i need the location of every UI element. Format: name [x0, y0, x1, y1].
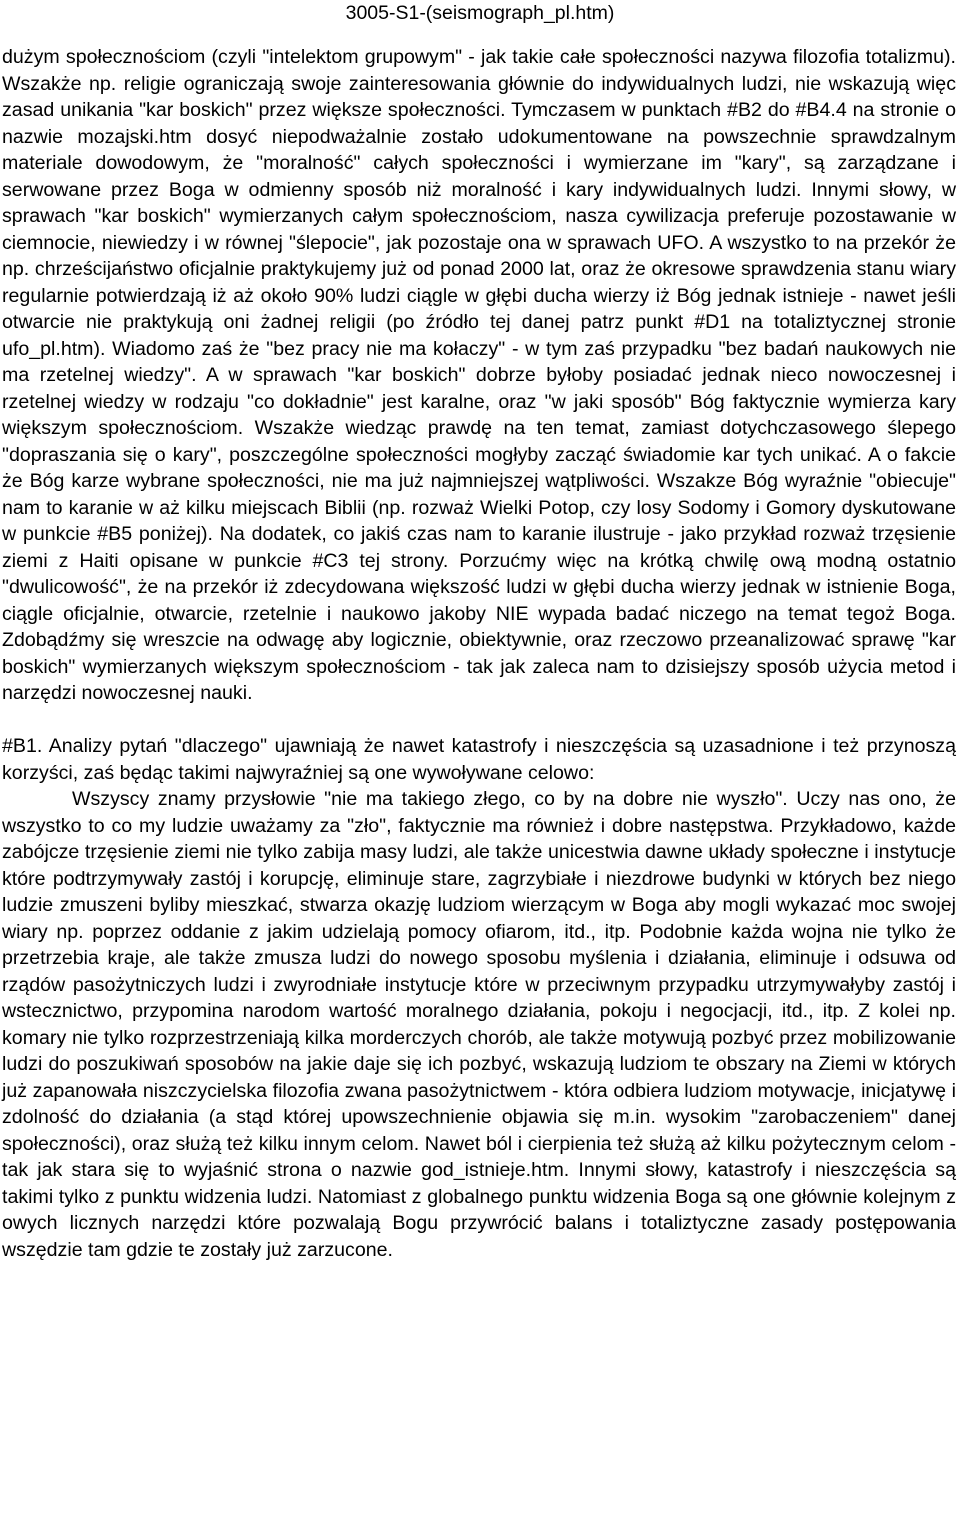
section-heading-b1: #B1. Analizy pytań "dlaczego" ujawniają że nawet katastrofy i nieszczęścia są uzasadnione i też przynoszą korzyści, zaś będąc takimi najwyraźniej są one wywoływane celowo: [2, 735, 956, 784]
running-header: 3005-S1-(seismograph_pl.htm) [345, 2, 615, 24]
paragraph-intro: dużym społecznościom (czyli "intelektom grupowym" - jak takie całe społeczności nazywa filozofia totalizmu). Wszakże np. religie ograniczają swoje zainteresowania głównie do indywidualnych ludzi, nie wskazują więc zasad unikania "kar boskich" przez większe społeczności. Tymczasem w punktach #B2 do #B4.4 na stronie o nazwie mozajski.htm dosyć niepodważalnie zostało udokumentowane na powszechnie sprawdzalnym materiale dowodowym, że "moralność" całych społeczności i wymierzane im "kary", są zarządzane i serwowane przez Boga w odmienny sposób niż moralność i kary indywidualnych ludzi. Innymi słowy, w sprawach "kar boskich" wymierzanych całym społecznościom, nasza cywilizacja preferuje pozostawanie w ciemnocie, niewiedzy i w równej "ślepocie", jak pozostaje ona w sprawach UFO. A wszystko to na przekór że np. chrześcijaństwo oficjalnie praktykujemy już od ponad 2000 lat, oraz że okresowe sprawdzenia stanu wiary regularnie potwierdzają iż aż około 90% ludzi ciągle w głębi ducha wierzy iż Bóg jednak istnieje - nawet jeśli otwarcie nie praktykują oni żadnej religii (po źródło tej danej patrz punkt #D1 na totaliztycznej stronie ufo_pl.htm). Wiadomo zaś że "bez pracy nie ma kołaczy" - w tym zaś przypadku "bez badań naukowych nie ma rzetelnej wiedzy". A w sprawach "kar boskich" dobrze byłoby posiadać jednak nieco nowoczesnej i rzetelnej wiedzy w rodzaju "co dokładnie" jest karalne, oraz "w jaki sposób" Bóg faktycznie wymierza kary większym społecznościom. Wszakże wiedząc prawdę na ten temat, zamiast dotychczasowego ślepego "dopraszania się o kary", poszczególne społeczności mogłyby zacząć świadomie kar tych unikać. A o fakcie że Bóg karze wybrane społeczności, nie ma już najmniejszej wątpliwości. Wszakze Bóg wyraźnie "obiecuje" nam to karanie w aż kilku miejscach Biblii (np. rozważ Wielki Potop, czy losy Sodomy i Gomory dyskutowane w punkcie #B5 poniżej). Na dodatek, co jakiś czas nam to karanie ilustruje - jako przykład rozważ trzęsienie ziemi z Haiti opisane w punkcie #C3 tej strony. Porzućmy więc na krótką chwilę ową modną ostatnio "dwulicowość", że na przekór iż zdecydowana większość ludzi w głębi ducha wierzy jednak w istnienie Boga, ciągle oficjalnie, otwarcie, rzetelnie i naukowo jakoby NIE wypada badać niczego na temat tegoż Boga. Zdobądźmy się wreszcie na odwagę aby logicznie, obiektywnie, oraz rzeczowo przeanalizować sprawę "kar boskich" wymierzanych większym społecznościom - tak jak zaleca nam to dzisiejszy sposób użycia metod i narzędzi nowoczesnej nauki. [2, 46, 956, 704]
paragraph-b1-body: Wszyscy znamy przysłowie "nie ma takiego złego, co by na dobre nie wyszło". Uczy nas ono, że wszystko to co my ludzie uważamy za "zło", faktycznie ma również i dobre następstwa. Przykładowo, każde zabójcze trzęsienie ziemi nie tylko zabija masy ludzi, ale także unicestwia dawne układy społeczne i instytucje które podtrzymywały zastój i korupcję, eliminuje stare, zagrzybiałe i niezdrowe budynki w których bez niego ludzie zmuszeni byliby mieszkać, stwarza okazję ludziom wierzącym w Boga aby mogli wykazać moc swojej wiary np. poprzez oddanie z jakim udzielają pomocy ofiarom, itd., itp. Podobnie każda wojna nie tylko że przetrzebia kraje, ale także zmusza ludzi do nowego sposobu myślenia i działania, eliminuje i odsuwa od rządów pasożytniczych ludzi i zwyrodniałe instytucje które w przeciwnym przypadku utrzymywałyby zastój i wstecznictwo, przypomina narodom wartość moralnego działania, pokoju i negocjacji, itd., itp. Z kolei np. komary nie tylko rozprzestrzeniają kilka morderczych chorób, ale także motywują pozbyć przez mobilizowanie ludzi do poszukiwań sposobów na jakie daje się ich pozbyć, wskazują ludziom te obszary na Ziemi w których już zapanowała niszczycielska filozofia zwana pasożytnictwem - która odbiera ludziom motywacje, inicjatywę i zdolność do działania (a stąd której upowszechnienie objawia się m.in. wysokim "zarobaczeniem" danej społeczności), oraz służą też kilku innym celom. Nawet ból i cierpienia też służą aż kilku pożytecznym celom - tak jak stara się to wyjaśnić strona o nazwie god_istnieje.htm. Innymi słowy, katastrofy i nieszczęścia są takimi tylko z punktu widzenia ludzi. Natomiast z globalnego punktu widzenia Boga są one głównie kolejnym z owych licznych narzędzi które pozwalają Bogu przywrócić balans i totaliztyczne zasady postępowania wszędzie tam gdzie te zostały już zarzucone. [2, 788, 956, 1261]
document-body [2, 44, 956, 1263]
